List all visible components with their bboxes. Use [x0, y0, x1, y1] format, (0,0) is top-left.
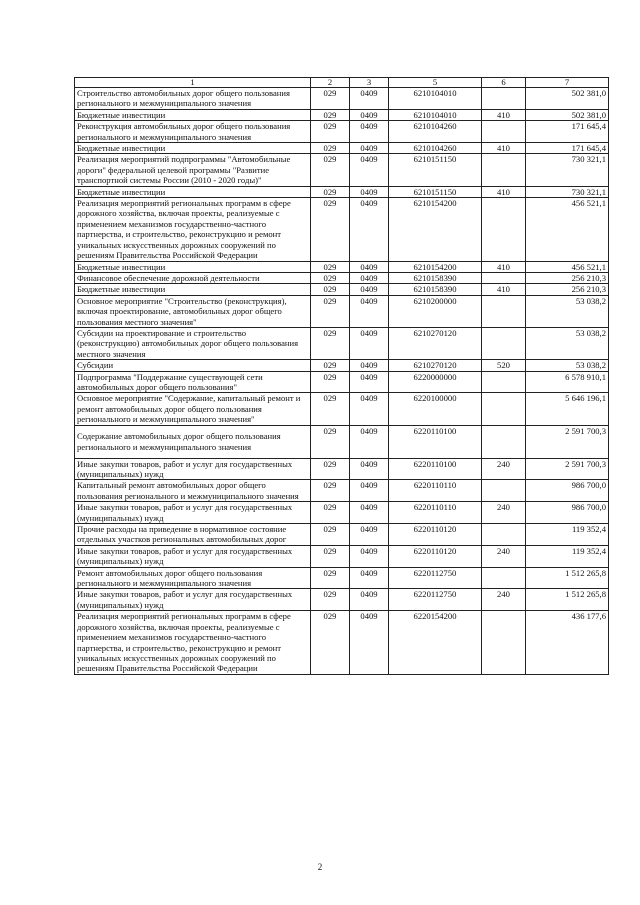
code-cell: 0409 [350, 589, 389, 611]
amount-cell: 53 038,2 [526, 295, 609, 327]
table-row [75, 154, 609, 186]
table-row [75, 295, 609, 327]
code-cell: 0409 [350, 284, 389, 295]
table-row [75, 360, 609, 371]
code-cell: 029 [311, 524, 350, 546]
code-cell: 029 [311, 480, 350, 502]
code-cell: 0409 [350, 109, 389, 120]
row-name-cell: Ремонт автомобильных дорог общего пользования регионального и межмуниципального значения [75, 567, 311, 589]
code-cell [482, 327, 526, 359]
code-cell: 029 [311, 261, 350, 272]
amount-cell: 456 521,1 [526, 198, 609, 261]
row-name-cell: Бюджетные инвестиции [75, 186, 311, 197]
amount-cell: 119 352,4 [526, 524, 609, 546]
code-cell: 029 [311, 186, 350, 197]
budget-table [74, 77, 609, 675]
code-cell [482, 272, 526, 283]
code-cell: 0409 [350, 545, 389, 567]
code-cell [482, 611, 526, 674]
row-name-cell: Иные закупки товаров, работ и услуг для государственных (муниципальных) нужд [75, 458, 311, 480]
column-header: 6 [482, 78, 526, 88]
amount-cell: 730 321,1 [526, 186, 609, 197]
row-name-cell: Бюджетные инвестиции [75, 284, 311, 295]
code-cell: 6220154200 [389, 611, 482, 674]
code-cell: 029 [311, 589, 350, 611]
column-header: 5 [389, 78, 482, 88]
code-cell [482, 121, 526, 143]
code-cell: 0409 [350, 567, 389, 589]
code-cell [482, 567, 526, 589]
row-name-cell: Иные закупки товаров, работ и услуг для государственных (муниципальных) нужд [75, 589, 311, 611]
code-cell: 6210151150 [389, 186, 482, 197]
code-cell: 410 [482, 143, 526, 154]
code-cell: 6220112750 [389, 589, 482, 611]
column-header: 3 [350, 78, 389, 88]
code-cell: 410 [482, 284, 526, 295]
code-cell: 6210154200 [389, 261, 482, 272]
row-name-cell: Основное мероприятие "Содержание, капитальный ремонт и ремонт автомобильных дорог общего пользования регионального и межмуниципального значения" [75, 393, 311, 425]
code-cell [482, 88, 526, 110]
code-cell: 6220100000 [389, 393, 482, 425]
code-cell [482, 480, 526, 502]
code-cell: 240 [482, 458, 526, 480]
table-row [75, 327, 609, 359]
amount-cell: 171 645,4 [526, 121, 609, 143]
code-cell [482, 198, 526, 261]
code-cell: 029 [311, 611, 350, 674]
table-row [75, 567, 609, 589]
code-cell: 0409 [350, 611, 389, 674]
table-row [75, 425, 609, 458]
code-cell: 0409 [350, 272, 389, 283]
code-cell: 0409 [350, 502, 389, 524]
code-cell: 0409 [350, 154, 389, 186]
amount-cell: 256 210,3 [526, 284, 609, 295]
code-cell [482, 295, 526, 327]
row-name-cell: Прочие расходы на приведение в нормативное состояние отдельных участков региональных автомобильных дорог [75, 524, 311, 546]
code-cell: 6220110100 [389, 458, 482, 480]
code-cell: 029 [311, 458, 350, 480]
table-row [75, 143, 609, 154]
table-row [75, 109, 609, 120]
row-name-cell: Строительство автомобильных дорог общего пользования регионального и межмуниципального значения [75, 88, 311, 110]
table-row [75, 261, 609, 272]
code-cell: 0409 [350, 480, 389, 502]
code-cell: 0409 [350, 393, 389, 425]
code-cell: 6210104010 [389, 88, 482, 110]
table-row [75, 524, 609, 546]
code-cell: 029 [311, 198, 350, 261]
column-header: 7 [526, 78, 609, 88]
code-cell: 029 [311, 502, 350, 524]
amount-cell: 436 177,6 [526, 611, 609, 674]
row-name-cell: Субсидии [75, 360, 311, 371]
code-cell [482, 371, 526, 393]
amount-cell: 1 512 265,8 [526, 567, 609, 589]
code-cell [482, 524, 526, 546]
code-cell: 6220000000 [389, 371, 482, 393]
row-name-cell: Субсидии на проектирование и строительство (реконструкцию) автомобильных дорог общего пользования местного значения [75, 327, 311, 359]
code-cell [482, 154, 526, 186]
row-name-cell: Содержание автомобильных дорог общего пользования регионального и межмуниципального значения [75, 425, 311, 458]
page-number: 2 [317, 862, 323, 872]
table-row [75, 88, 609, 110]
code-cell: 029 [311, 371, 350, 393]
column-header: 1 [75, 78, 311, 88]
row-name-cell: Подпрограмма "Поддержание существующей сети автомобильных дорог общего пользования" [75, 371, 311, 393]
column-header: 2 [311, 78, 350, 88]
table-row [75, 458, 609, 480]
row-name-cell: Капитальный ремонт автомобильных дорог общего пользования регионального и межмуниципального значения [75, 480, 311, 502]
code-cell: 0409 [350, 425, 389, 458]
code-cell: 029 [311, 272, 350, 283]
amount-cell: 730 321,1 [526, 154, 609, 186]
code-cell: 0409 [350, 88, 389, 110]
code-cell: 6210104260 [389, 143, 482, 154]
code-cell: 240 [482, 545, 526, 567]
amount-cell: 456 521,1 [526, 261, 609, 272]
table-row [75, 371, 609, 393]
code-cell: 0409 [350, 261, 389, 272]
amount-cell: 256 210,3 [526, 272, 609, 283]
row-name-cell: Финансовое обеспечение дорожной деятельности [75, 272, 311, 283]
code-cell: 410 [482, 261, 526, 272]
code-cell: 029 [311, 284, 350, 295]
table-row [75, 186, 609, 197]
table-row [75, 198, 609, 261]
code-cell [482, 393, 526, 425]
table-row [75, 393, 609, 425]
code-cell: 6210270120 [389, 327, 482, 359]
table-row [75, 272, 609, 283]
row-name-cell: Бюджетные инвестиции [75, 261, 311, 272]
code-cell: 410 [482, 109, 526, 120]
table-row [75, 284, 609, 295]
code-cell: 0409 [350, 295, 389, 327]
table-row [75, 502, 609, 524]
code-cell: 029 [311, 393, 350, 425]
amount-cell: 502 381,0 [526, 88, 609, 110]
amount-cell: 1 512 265,8 [526, 589, 609, 611]
row-name-cell: Реализация мероприятий региональных программ в сфере дорожного хозяйства, включая проекты, реализуемые с применением механизмов государственно-частного партнерства, и строительство, реконструкцию и ремонт уникальных искусственных дорожных сооружений по решениям Правительства Российской Федерации [75, 611, 311, 674]
code-cell: 6210104260 [389, 121, 482, 143]
code-cell: 029 [311, 545, 350, 567]
code-cell: 0409 [350, 360, 389, 371]
code-cell: 029 [311, 295, 350, 327]
amount-cell: 2 591 700,3 [526, 425, 609, 458]
row-name-cell: Бюджетные инвестиции [75, 109, 311, 120]
amount-cell: 53 038,2 [526, 360, 609, 371]
code-cell: 6210200000 [389, 295, 482, 327]
amount-cell: 986 700,0 [526, 502, 609, 524]
code-cell: 029 [311, 425, 350, 458]
row-name-cell: Реконструкция автомобильных дорог общего пользования регионального и межмуниципального значения [75, 121, 311, 143]
amount-cell: 5 646 196,1 [526, 393, 609, 425]
code-cell: 0409 [350, 198, 389, 261]
table-row [75, 480, 609, 502]
table-row [75, 121, 609, 143]
code-cell: 0409 [350, 186, 389, 197]
row-name-cell: Основное мероприятие "Строительство (реконструкция), включая проектирование, автомобильных дорог общего пользования местного значения" [75, 295, 311, 327]
row-name-cell: Иные закупки товаров, работ и услуг для государственных (муниципальных) нужд [75, 545, 311, 567]
amount-cell: 6 578 910,1 [526, 371, 609, 393]
code-cell: 029 [311, 567, 350, 589]
code-cell: 520 [482, 360, 526, 371]
code-cell: 0409 [350, 143, 389, 154]
code-cell: 029 [311, 143, 350, 154]
code-cell: 6210270120 [389, 360, 482, 371]
code-cell: 6220110120 [389, 545, 482, 567]
code-cell: 0409 [350, 327, 389, 359]
code-cell [482, 425, 526, 458]
code-cell: 6220110110 [389, 480, 482, 502]
code-cell: 240 [482, 502, 526, 524]
row-name-cell: Реализация мероприятий подпрограммы "Автомобильные дороги" федеральной целевой программы "Развитие транспортной системы России (2010 - 2020 годы)" [75, 154, 311, 186]
code-cell: 6210104010 [389, 109, 482, 120]
code-cell: 6210154200 [389, 198, 482, 261]
code-cell: 0409 [350, 371, 389, 393]
row-name-cell: Иные закупки товаров, работ и услуг для государственных (муниципальных) нужд [75, 502, 311, 524]
code-cell: 029 [311, 121, 350, 143]
code-cell: 029 [311, 109, 350, 120]
table-row [75, 545, 609, 567]
code-cell: 6220110100 [389, 425, 482, 458]
code-cell: 0409 [350, 121, 389, 143]
row-name-cell: Бюджетные инвестиции [75, 143, 311, 154]
table-header-row [75, 78, 609, 88]
code-cell: 6220110110 [389, 502, 482, 524]
amount-cell: 171 645,4 [526, 143, 609, 154]
table-row [75, 611, 609, 674]
code-cell: 029 [311, 360, 350, 371]
code-cell: 029 [311, 154, 350, 186]
code-cell: 6220110120 [389, 524, 482, 546]
amount-cell: 986 700,0 [526, 480, 609, 502]
code-cell: 240 [482, 589, 526, 611]
code-cell: 029 [311, 327, 350, 359]
table-row [75, 589, 609, 611]
amount-cell: 502 381,0 [526, 109, 609, 120]
code-cell: 6210158390 [389, 272, 482, 283]
code-cell: 029 [311, 88, 350, 110]
code-cell: 6210151150 [389, 154, 482, 186]
code-cell: 6220112750 [389, 567, 482, 589]
amount-cell: 2 591 700,3 [526, 458, 609, 480]
code-cell: 6210158390 [389, 284, 482, 295]
code-cell: 0409 [350, 458, 389, 480]
code-cell: 410 [482, 186, 526, 197]
amount-cell: 53 038,2 [526, 327, 609, 359]
row-name-cell: Реализация мероприятий региональных программ в сфере дорожного хозяйства, включая проекты, реализуемые с применением механизмов государственно-частного партнерства, и строительство, реконструкцию и ремонт уникальных искусственных дорожных сооружений по решениям Правительства Российской Федерации [75, 198, 311, 261]
amount-cell: 119 352,4 [526, 545, 609, 567]
code-cell: 0409 [350, 524, 389, 546]
